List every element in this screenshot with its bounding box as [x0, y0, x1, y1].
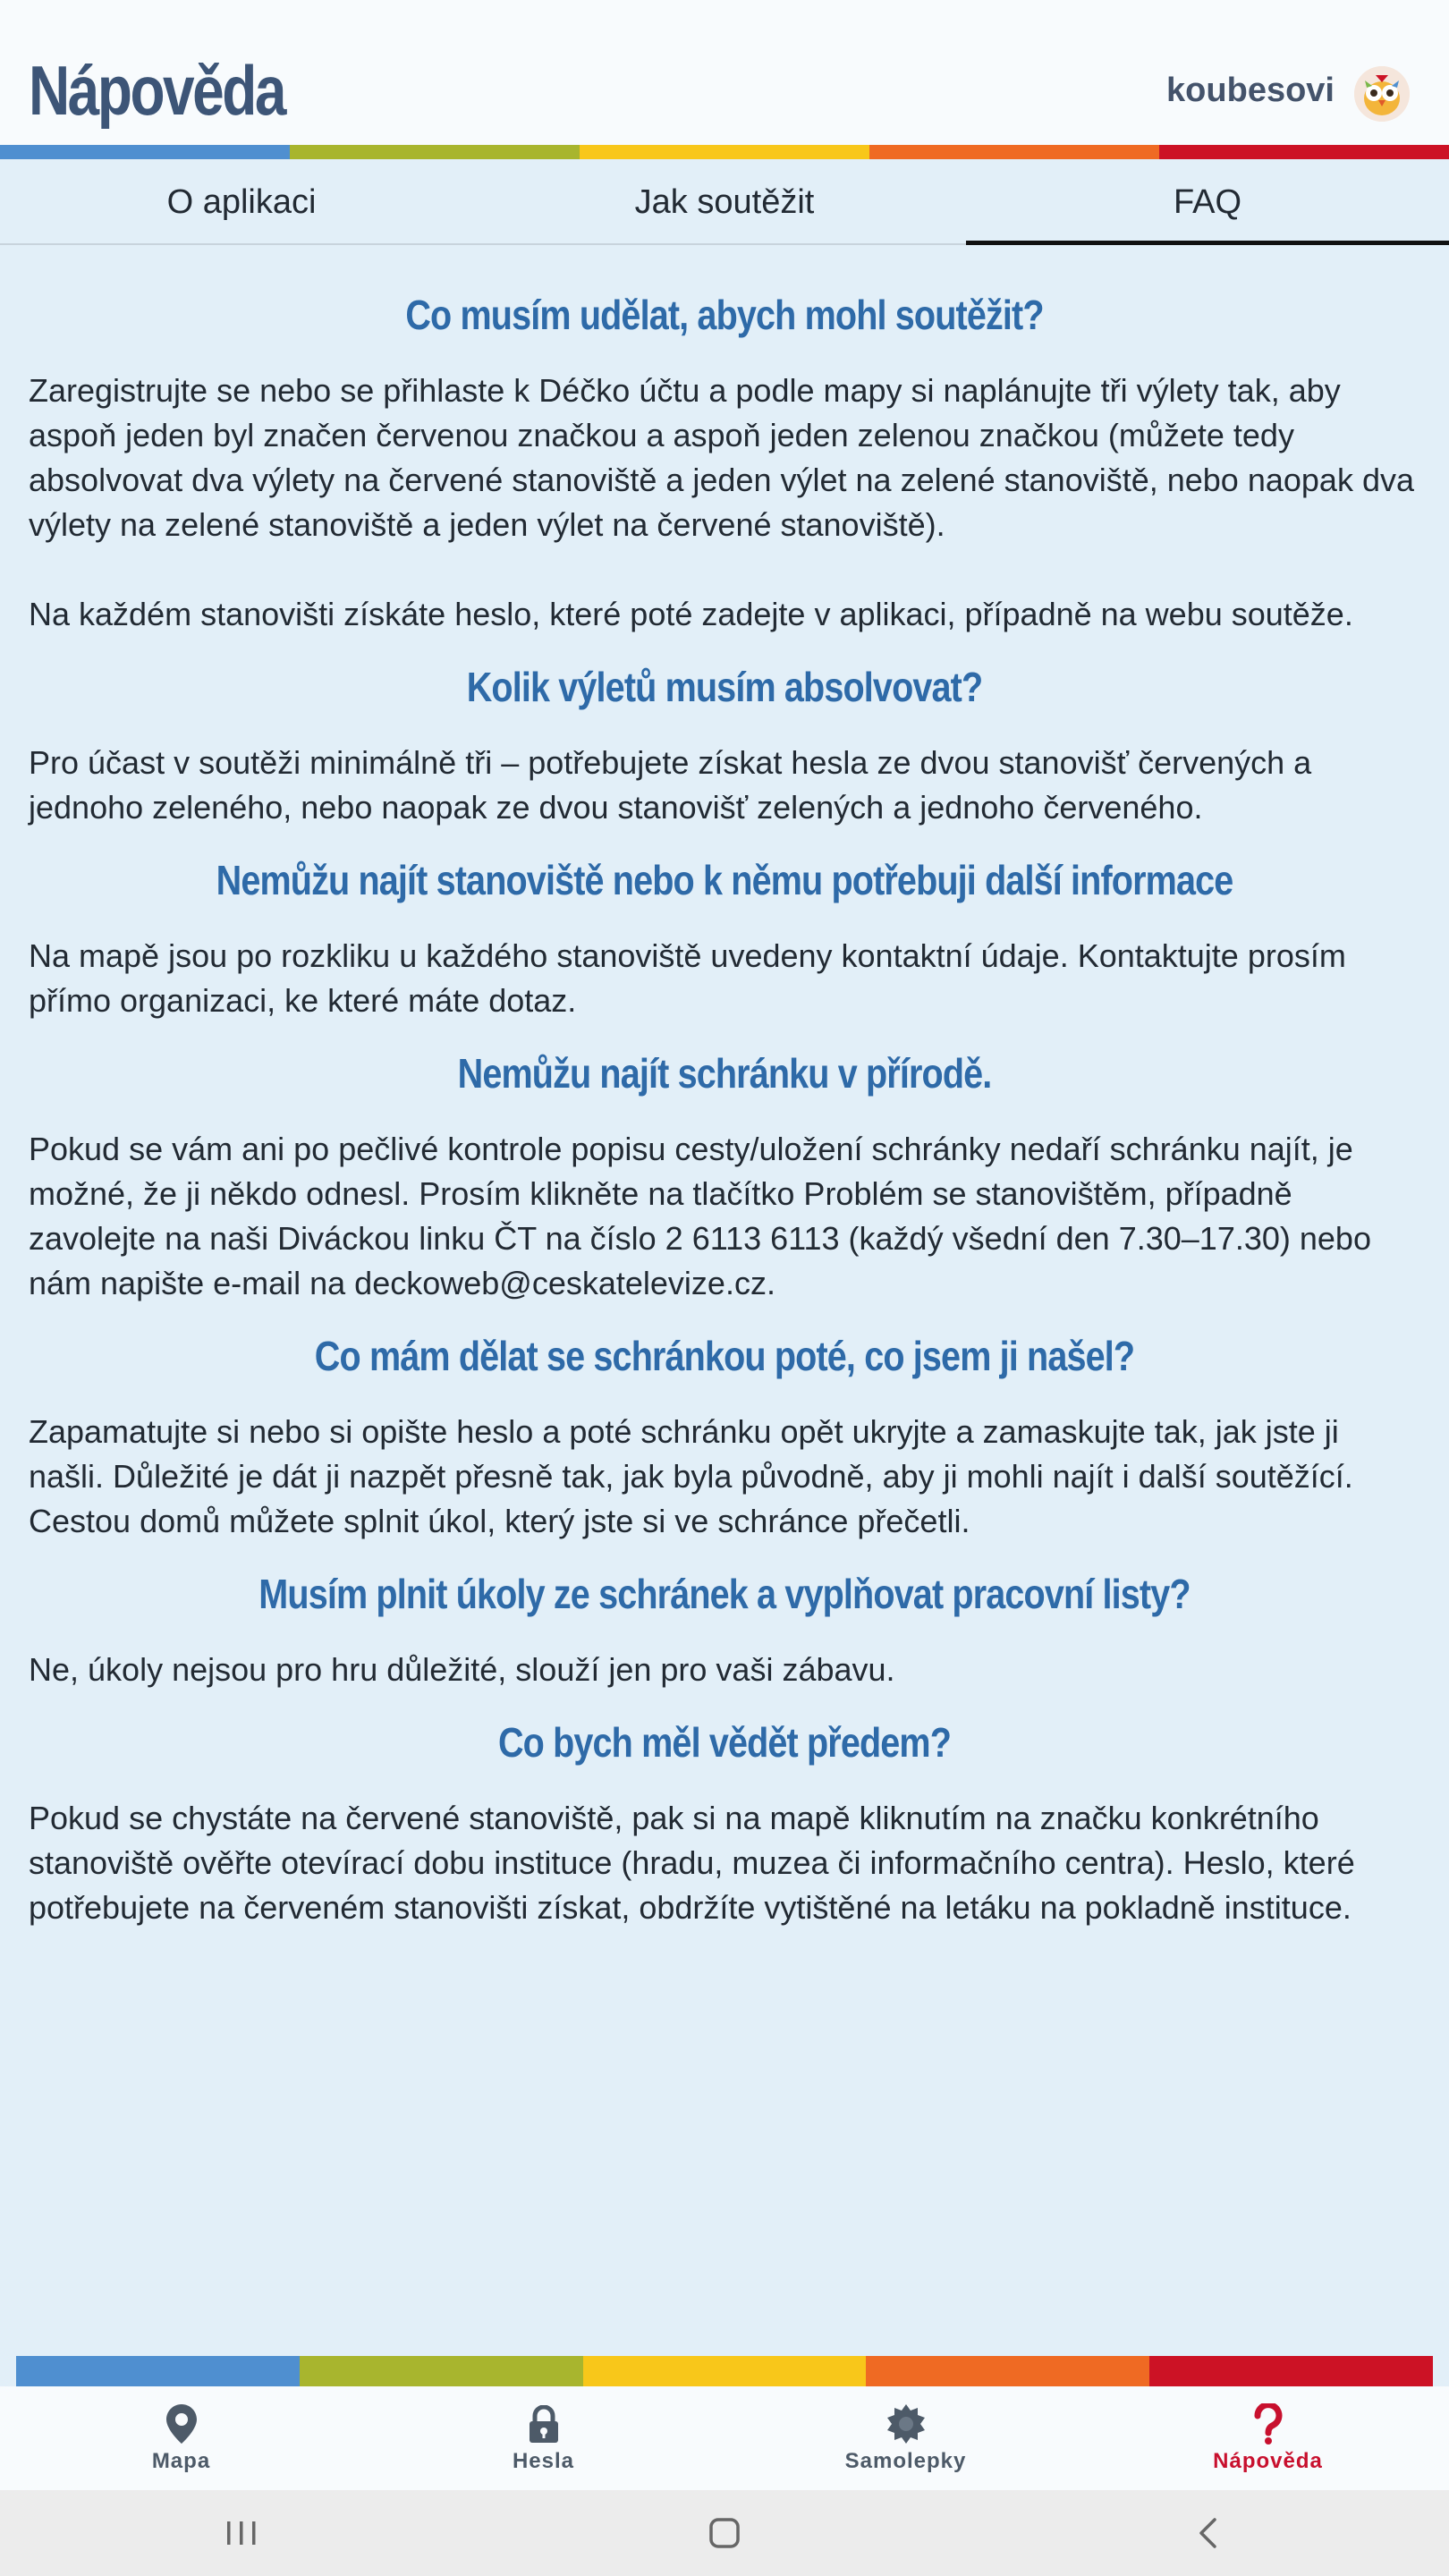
- tab-jak-soutezit[interactable]: Jak soutěžit: [634, 183, 815, 221]
- app-header: [0, 0, 1449, 145]
- stripe-orange: [869, 145, 1159, 159]
- faq-answer-paragraph: Ne, úkoly nejsou pro hru důležité, slouží jen pro vaši zábavu.: [29, 1651, 895, 1688]
- tab-bar: [0, 159, 1449, 245]
- stripe-orange: [866, 2356, 1149, 2386]
- faq-answer-paragraph: Pokud se chystáte na červené stanoviště, pak si na mapě kliknutím na značku konkrétního stanoviště ověřte otevírací dobu instituce (hradu, muzea či informačního centra). Heslo, které potřebujete na červeném stanovišti získat, obdržíte vytištěné na letáku na pokladně instituce.: [29, 1800, 1355, 1926]
- lock-icon: [522, 2402, 565, 2445]
- faq-answer: [29, 934, 1420, 1023]
- user-name[interactable]: koubesovi: [1166, 72, 1335, 109]
- recent-apps-icon[interactable]: [201, 2506, 282, 2560]
- faq-question: Nemůžu najít stanoviště nebo k němu potřebuji další informace: [216, 857, 1233, 903]
- nav-label: Nápověda: [1213, 2449, 1323, 2473]
- stripe-yellow: [580, 145, 869, 159]
- faq-answer-paragraph: Na každém stanovišti získáte heslo, které poté zadejte v aplikaci, případně na webu soutěže.: [29, 596, 1353, 632]
- faq-question: Nemůžu najít schránku v přírodě.: [457, 1050, 992, 1097]
- sticker-badge-icon: [885, 2402, 928, 2445]
- faq-question: Co musím udělat, abych mohl soutěžit?: [405, 292, 1044, 338]
- question-mark-icon: [1247, 2402, 1290, 2445]
- tab-o-aplikaci[interactable]: O aplikaci: [166, 183, 317, 221]
- faq-answer: [29, 1410, 1420, 1544]
- map-pin-icon: [160, 2402, 203, 2445]
- nav-napoveda[interactable]: [1087, 2386, 1449, 2490]
- system-navigation-bar: [0, 2490, 1449, 2576]
- avatar[interactable]: [1354, 66, 1410, 122]
- stripe-blue: [0, 145, 290, 159]
- faq-answer-paragraph: Na mapě jsou po rozkliku u každého stanoviště uvedeny kontaktní údaje. Kontaktujte prosím přímo organizaci, ke které máte dotaz.: [29, 937, 1346, 1019]
- nav-label: Hesla: [512, 2449, 575, 2473]
- faq-answer-paragraph: Pokud se vám ani po pečlivé kontrole popisu cesty/uložení schránky nedaří schránku najít, je možné, že ji někdo odnesl. Prosím klikněte na tlačítko Problém se stanovištěm, případně zavolejte na naši Diváckou linku ČT na číslo 2 6113 6113 (každý všední den 7.30–17.30) nebo nám napište e-mail na deckoweb@ceskatelevize.cz.: [29, 1131, 1371, 1301]
- nav-label: Mapa: [151, 2449, 211, 2473]
- nav-samolepky[interactable]: [724, 2386, 1087, 2490]
- owl-avatar-icon: [1354, 66, 1410, 122]
- home-icon[interactable]: [684, 2506, 765, 2560]
- faq-answer: [29, 1648, 1420, 1692]
- faq-question: Co mám dělat se schránkou poté, co jsem ji našel?: [314, 1333, 1135, 1379]
- nav-hesla[interactable]: [362, 2386, 724, 2490]
- faq-content: [29, 268, 1420, 1943]
- stripe-blue: [16, 2356, 300, 2386]
- page-title: Nápověda: [29, 51, 285, 130]
- faq-question: Co bych měl vědět předem?: [497, 1719, 952, 1766]
- back-icon[interactable]: [1167, 2506, 1248, 2560]
- stripe-green: [300, 2356, 583, 2386]
- faq-question: Musím plnit úkoly ze schránek a vyplňovat pracovní listy?: [258, 1571, 1191, 1617]
- stripe-red: [1159, 145, 1449, 159]
- bottom-navigation: [0, 2386, 1449, 2490]
- faq-answer: [29, 741, 1420, 830]
- stripe-red: [1149, 2356, 1433, 2386]
- tab-faq[interactable]: FAQ: [966, 159, 1449, 243]
- faq-question: Kolik výletů musím absolvovat?: [466, 664, 983, 710]
- stripe-yellow: [583, 2356, 867, 2386]
- nav-mapa[interactable]: [0, 2386, 362, 2490]
- faq-answer-paragraph: Zapamatujte si nebo si opište heslo a poté schránku opět ukryjte a zamaskujte tak, jak jste ji našli. Důležité je dát ji nazpět přesně tak, jak byla původně, aby ji mohli najít i další soutěžící. Cestou domů můžete splnit úkol, který jste si ve schránce přečetli.: [29, 1413, 1353, 1539]
- color-stripe-bottom: [16, 2356, 1433, 2386]
- faq-answer: [29, 369, 1420, 637]
- faq-answer: [29, 1127, 1420, 1306]
- color-stripe-top: [0, 145, 1449, 159]
- nav-label: Samolepky: [844, 2449, 967, 2473]
- faq-answer-paragraph: Pro účast v soutěži minimálně tři – potřebujete získat hesla ze dvou stanovišť červených a jednoho zeleného, nebo naopak ze dvou stanovišť zelených a jednoho červeného.: [29, 744, 1312, 826]
- faq-answer-paragraph: Zaregistrujte se nebo se přihlaste k Déčko účtu a podle mapy si naplánujte tři výlety tak, aby aspoň jeden byl značen červenou značkou a aspoň jeden zelenou značkou (můžete tedy absolvovat dva výlety na červené stanoviště a jeden výlet na zelené stanoviště, nebo naopak dva výlety na zelené stanoviště a jeden výlet na červené stanoviště).: [29, 372, 1414, 543]
- faq-answer: [29, 1796, 1420, 1930]
- stripe-green: [290, 145, 580, 159]
